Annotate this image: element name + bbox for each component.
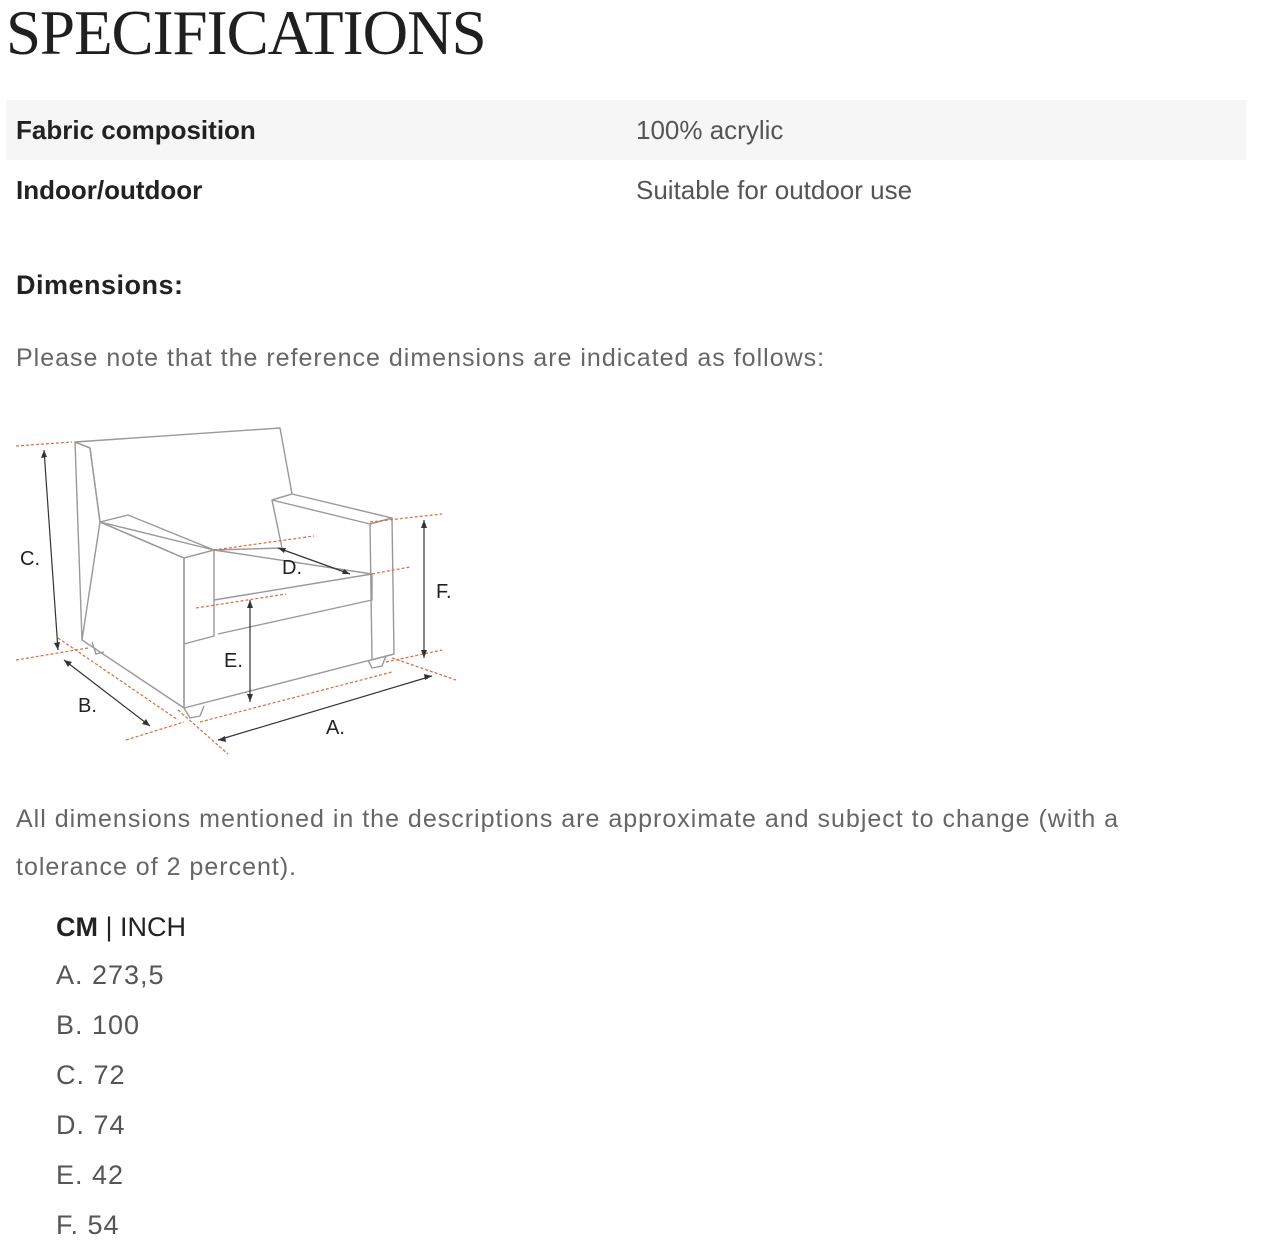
dimension-value-a: A. 273,5 xyxy=(56,960,165,990)
dimension-value-e: E. 42 xyxy=(56,1160,125,1190)
spec-row-fabric xyxy=(6,100,1246,160)
page-title: SPECIFICATIONS xyxy=(6,0,486,68)
dimension-label-b: B. xyxy=(78,695,97,717)
dimension-label-e: E. xyxy=(224,650,243,672)
dimensions-note: Please note that the reference dimensions are indicated as follows: xyxy=(16,344,826,372)
dimension-value-c: C. 72 xyxy=(56,1060,126,1090)
dimension-label-f: F. xyxy=(436,581,452,603)
dimension-value-b: B. 100 xyxy=(56,1010,141,1040)
unit-inch[interactable]: INCH xyxy=(120,912,187,942)
spec-value: 100% acrylic xyxy=(636,114,784,145)
dimensions-disclaimer: All dimensions mentioned in the descriptions are approximate and subject to change (with a tolerance of 2 percent). xyxy=(16,805,1120,881)
spec-value: Suitable for outdoor use xyxy=(636,174,913,205)
dimension-values-list xyxy=(56,955,165,1255)
dimension-label-a: A. xyxy=(326,717,345,739)
specifications-table xyxy=(6,100,1246,220)
dimension-label-c: C. xyxy=(20,548,40,570)
spec-label: Indoor/outdoor xyxy=(16,174,203,205)
unit-separator: | xyxy=(98,912,121,942)
dimension-label-d: D. xyxy=(282,557,302,579)
dimension-value-f: F. 54 xyxy=(56,1210,120,1240)
spec-row-indoor-outdoor xyxy=(6,160,1246,220)
armchair-dimension-diagram xyxy=(0,410,480,760)
unit-selector xyxy=(56,912,186,943)
spec-label: Fabric composition xyxy=(16,114,256,145)
dimensions-heading: Dimensions: xyxy=(16,270,184,300)
unit-cm[interactable]: CM xyxy=(56,912,98,942)
dimension-value-d: D. 74 xyxy=(56,1110,126,1140)
